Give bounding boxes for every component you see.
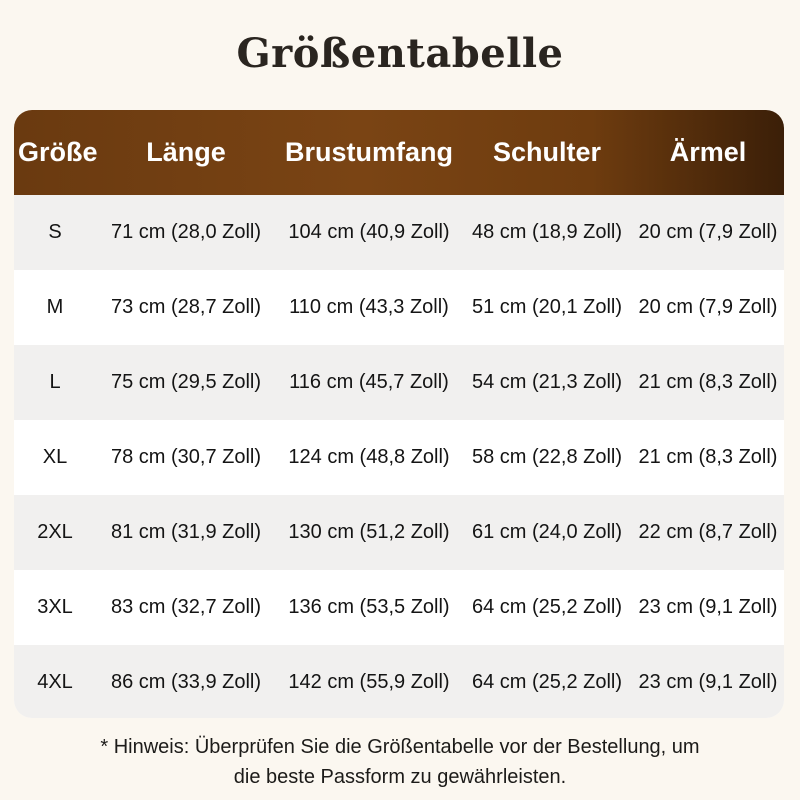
table-row	[14, 495, 784, 570]
cell-size: L	[49, 371, 61, 393]
cell-shoulder: 64 cm (25,2 Zoll)	[471, 596, 623, 618]
table-row	[14, 270, 784, 345]
cell-sleeve: 20 cm (7,9 Zoll)	[638, 221, 778, 243]
cell-length: 78 cm (30,7 Zoll)	[110, 446, 262, 468]
cell-sleeve: 23 cm (9,1 Zoll)	[638, 596, 778, 618]
cell-length: 81 cm (31,9 Zoll)	[110, 521, 262, 543]
footnote-line-1: * Hinweis: Überprüfen Sie die Größentabelle vor der Bestellung, um	[100, 736, 700, 758]
cell-sleeve: 21 cm (8,3 Zoll)	[638, 446, 778, 468]
table-header	[14, 110, 784, 195]
cell-size: M	[46, 296, 64, 318]
cell-sleeve: 23 cm (9,1 Zoll)	[638, 671, 778, 693]
footnote	[0, 732, 800, 792]
footnote-line-2: die beste Passform zu gewährleisten.	[233, 766, 567, 788]
table-row	[14, 645, 784, 718]
header-size: Größe	[18, 137, 98, 167]
cell-chest: 142 cm (55,9 Zoll)	[288, 671, 450, 693]
cell-sleeve: 22 cm (8,7 Zoll)	[638, 521, 778, 543]
cell-shoulder: 48 cm (18,9 Zoll)	[471, 221, 623, 243]
header-chest: Brustumfang	[285, 137, 453, 167]
cell-size: S	[48, 221, 62, 243]
cell-chest: 124 cm (48,8 Zoll)	[288, 446, 450, 468]
page-title: Größentabelle	[236, 30, 564, 77]
cell-size: XL	[42, 446, 68, 468]
cell-chest: 104 cm (40,9 Zoll)	[288, 221, 450, 243]
cell-chest: 116 cm (45,7 Zoll)	[289, 371, 449, 393]
cell-length: 71 cm (28,0 Zoll)	[110, 221, 262, 243]
cell-size: 2XL	[37, 521, 73, 543]
size-table	[14, 110, 784, 718]
cell-size: 4XL	[37, 671, 73, 693]
cell-shoulder: 58 cm (22,8 Zoll)	[471, 446, 623, 468]
cell-shoulder: 64 cm (25,2 Zoll)	[471, 671, 623, 693]
cell-chest: 110 cm (43,3 Zoll)	[289, 296, 449, 318]
header-shoulder: Schulter	[492, 137, 602, 167]
header-length: Länge	[146, 137, 226, 167]
table-row	[14, 195, 784, 270]
cell-shoulder: 54 cm (21,3 Zoll)	[471, 371, 623, 393]
table-row	[14, 345, 784, 420]
cell-size: 3XL	[37, 596, 73, 618]
cell-chest: 136 cm (53,5 Zoll)	[288, 596, 450, 618]
cell-shoulder: 51 cm (20,1 Zoll)	[471, 296, 623, 318]
cell-shoulder: 61 cm (24,0 Zoll)	[471, 521, 623, 543]
cell-length: 86 cm (33,9 Zoll)	[110, 671, 262, 693]
cell-length: 73 cm (28,7 Zoll)	[110, 296, 262, 318]
table-row	[14, 570, 784, 645]
cell-chest: 130 cm (51,2 Zoll)	[288, 521, 450, 543]
cell-sleeve: 20 cm (7,9 Zoll)	[638, 296, 778, 318]
table-row	[14, 420, 784, 495]
cell-length: 83 cm (32,7 Zoll)	[110, 596, 262, 618]
header-sleeve: Ärmel	[669, 137, 747, 167]
cell-sleeve: 21 cm (8,3 Zoll)	[638, 371, 778, 393]
cell-length: 75 cm (29,5 Zoll)	[110, 371, 262, 393]
